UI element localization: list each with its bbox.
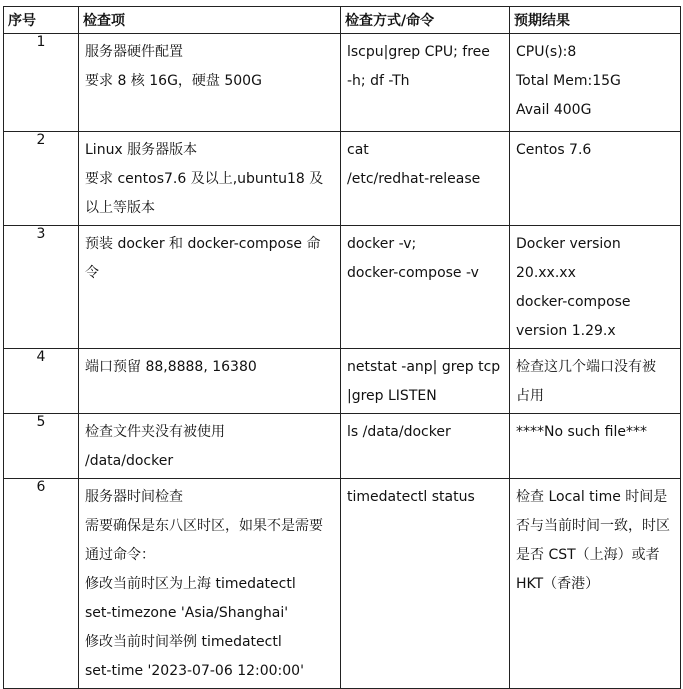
cell-line: Total Mem:15G bbox=[516, 73, 621, 89]
cell-line: ls /data/docker bbox=[347, 424, 451, 440]
cell-line: 预装 docker 和 docker-compose 命 bbox=[85, 236, 321, 252]
row-method bbox=[341, 479, 510, 689]
row-expected bbox=[510, 479, 681, 689]
table-row bbox=[4, 34, 681, 132]
row-expected bbox=[510, 34, 681, 132]
cell-line: ****No such file*** bbox=[516, 424, 647, 440]
table-row bbox=[4, 414, 681, 479]
cell-line: docker -v; bbox=[347, 236, 417, 252]
cell-line: 通过命令： bbox=[85, 547, 155, 563]
row-expected bbox=[510, 226, 681, 349]
row-item bbox=[79, 349, 341, 414]
cell-line: 需要确保是东八区时区，如果不是需要 bbox=[85, 518, 323, 534]
row-item bbox=[79, 414, 341, 479]
row-seq: 3 bbox=[4, 226, 79, 349]
server-checklist-table bbox=[3, 6, 681, 689]
row-method bbox=[341, 414, 510, 479]
cell-line: 服务器硬件配置 bbox=[85, 44, 183, 60]
cell-line: lscpu|grep CPU; free bbox=[347, 44, 490, 60]
row-method bbox=[341, 349, 510, 414]
header-item: 检查项 bbox=[79, 7, 341, 34]
cell-line: set-timezone 'Asia/Shanghai' bbox=[85, 605, 289, 621]
cell-line: Avail 400G bbox=[516, 102, 592, 118]
cell-line: timedatectl status bbox=[347, 489, 475, 505]
cell-line: CPU(s):8 bbox=[516, 44, 577, 60]
cell-line: 要求 centos7.6 及以上,ubuntu18 及 bbox=[85, 171, 324, 187]
cell-line: /data/docker bbox=[85, 453, 174, 469]
cell-line: 端口预留 88,8888, 16380 bbox=[85, 359, 257, 375]
cell-line: Centos 7.6 bbox=[516, 142, 592, 158]
row-seq: 5 bbox=[4, 414, 79, 479]
cell-line: |grep LISTEN bbox=[347, 388, 437, 404]
header-method: 检查方式/命令 bbox=[341, 7, 510, 34]
cell-line: 否与当前时间一致，时区 bbox=[516, 518, 670, 534]
cell-line: set-time '2023-07-06 12:00:00' bbox=[85, 663, 304, 679]
cell-line: 检查文件夹没有被使用 bbox=[85, 424, 225, 440]
table-row bbox=[4, 479, 681, 689]
table-header-row bbox=[4, 7, 681, 34]
row-expected bbox=[510, 414, 681, 479]
row-expected bbox=[510, 132, 681, 226]
cell-line: HKT（香港） bbox=[516, 576, 600, 592]
table-row bbox=[4, 226, 681, 349]
cell-line: netstat -anp| grep tcp bbox=[347, 359, 501, 375]
row-expected bbox=[510, 349, 681, 414]
row-method bbox=[341, 34, 510, 132]
header-expected: 预期结果 bbox=[510, 7, 681, 34]
cell-line: Linux 服务器版本 bbox=[85, 142, 198, 158]
row-item bbox=[79, 132, 341, 226]
cell-line: Docker version bbox=[516, 236, 621, 252]
cell-line: 是否 CST（上海）或者 bbox=[516, 547, 660, 563]
row-item bbox=[79, 226, 341, 349]
cell-line: docker-compose bbox=[516, 294, 631, 310]
row-seq: 6 bbox=[4, 479, 79, 689]
table-row bbox=[4, 132, 681, 226]
cell-line: docker-compose -v bbox=[347, 265, 479, 281]
row-method bbox=[341, 132, 510, 226]
row-seq: 4 bbox=[4, 349, 79, 414]
cell-line: 检查这几个端口没有被 bbox=[516, 359, 656, 375]
row-item bbox=[79, 34, 341, 132]
cell-line: 以上等版本 bbox=[85, 200, 155, 216]
row-seq: 1 bbox=[4, 34, 79, 132]
row-seq: 2 bbox=[4, 132, 79, 226]
cell-line: 令 bbox=[85, 265, 99, 281]
row-item bbox=[79, 479, 341, 689]
cell-line: 检查 Local time 时间是 bbox=[516, 489, 668, 505]
header-seq: 序号 bbox=[4, 7, 79, 34]
cell-line: /etc/redhat-release bbox=[347, 171, 481, 187]
cell-line: cat bbox=[347, 142, 369, 158]
cell-line: 服务器时间检查 bbox=[85, 489, 183, 505]
row-method bbox=[341, 226, 510, 349]
cell-line: 修改当前时区为上海 timedatectl bbox=[85, 576, 296, 592]
cell-line: 要求 8 核 16G，硬盘 500G bbox=[85, 73, 262, 89]
cell-line: 20.xx.xx bbox=[516, 265, 576, 281]
cell-line: 修改当前时间举例 timedatectl bbox=[85, 634, 282, 650]
cell-line: version 1.29.x bbox=[516, 323, 616, 339]
table-row bbox=[4, 349, 681, 414]
cell-line: 占用 bbox=[516, 388, 544, 404]
cell-line: -h; df -Th bbox=[347, 73, 410, 89]
